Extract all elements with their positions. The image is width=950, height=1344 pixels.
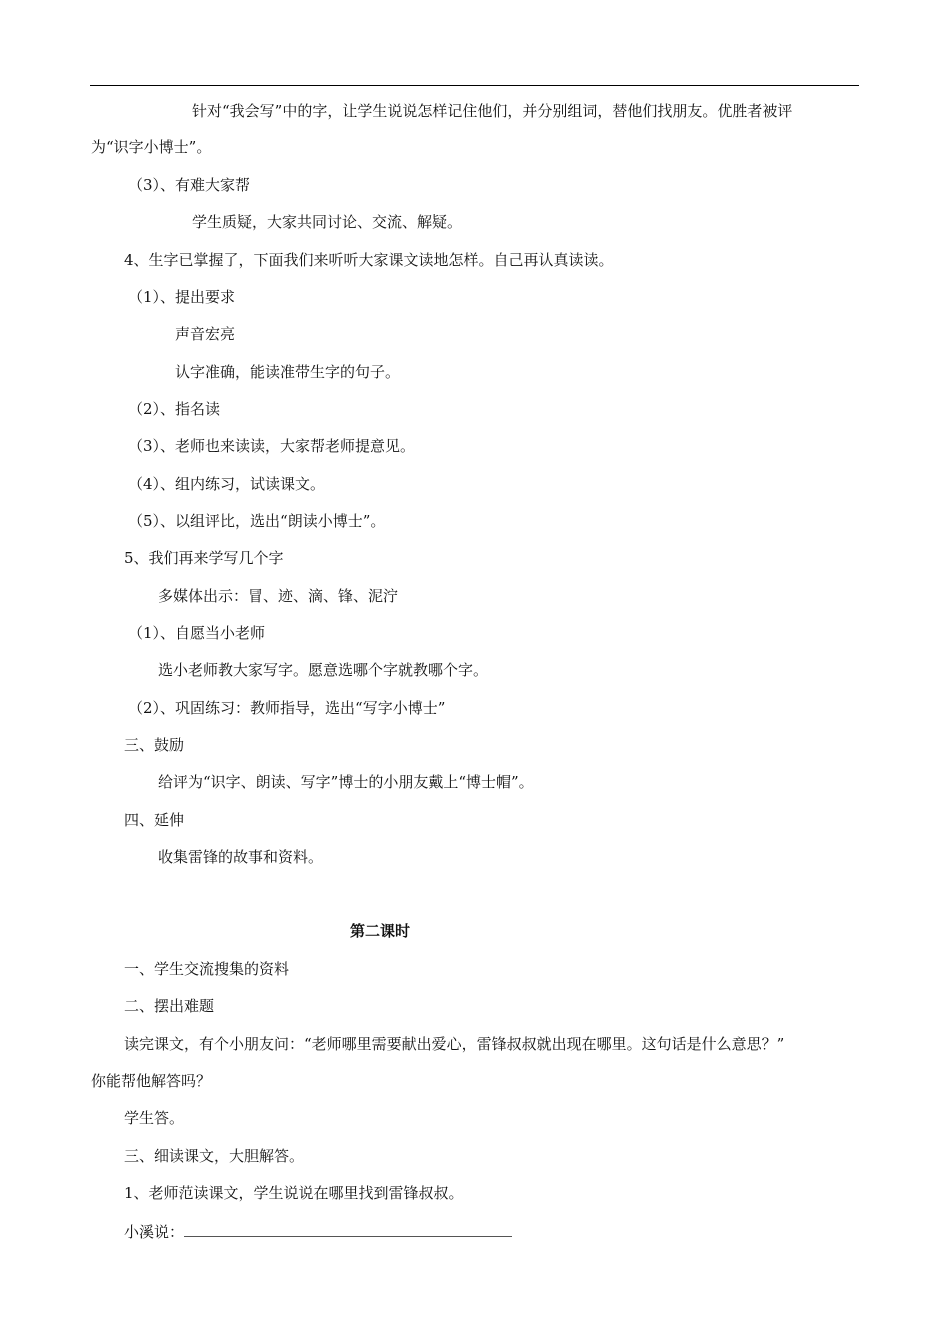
text-line: （5）、以组评比，选出“朗读小博士”。 — [128, 512, 386, 530]
text-line: 多媒体出示：冒、迹、滴、锋、泥泞 — [158, 587, 399, 605]
text-line: （2）、巩固练习：教师指导，选出“写字小博士” — [128, 699, 446, 717]
text-line: 为“识字小博士”。 — [91, 138, 212, 156]
answer-label: 小溪说： — [124, 1223, 185, 1241]
text-line: 4、生字已掌握了，下面我们来听听大家课文读地怎样。自己再认真读读。 — [124, 251, 614, 269]
text-line: 针对“我会写”中的字，让学生说说怎样记住他们，并分别组词，替他们找朋友。优胜者被评 — [192, 102, 793, 120]
text-line: 学生质疑，大家共同讨论、交流、解疑。 — [192, 213, 463, 231]
header-rule — [90, 85, 859, 86]
text-line: 1、老师范读课文，学生说说在哪里找到雷锋叔叔。 — [124, 1184, 464, 1202]
answer-blank — [184, 1220, 512, 1237]
text-line: 三、鼓励 — [124, 736, 185, 754]
text-line: 读完课文，有个小朋友问：“老师哪里需要献出爱心，雷锋叔叔就出现在哪里。这句话是什么意思？” — [124, 1035, 785, 1053]
text-line: 三、细读课文，大胆解答。 — [124, 1147, 305, 1165]
text-line: （4）、组内练习，试读课文。 — [128, 475, 326, 493]
text-line: （2）、指名读 — [128, 400, 221, 418]
text-line: （1）、自愿当小老师 — [128, 624, 266, 642]
text-line: 一、学生交流搜集的资料 — [124, 960, 290, 978]
text-line: 学生答。 — [124, 1109, 185, 1127]
text-line: 5、我们再来学写几个字 — [124, 549, 284, 567]
text-line: （3）、老师也来读读，大家帮老师提意见。 — [128, 437, 416, 455]
text-line: 给评为“识字、朗读、写字”博士的小朋友戴上“博士帽”。 — [158, 773, 534, 791]
text-line: 选小老师教大家写字。愿意选哪个字就教哪个字。 — [158, 661, 489, 679]
text-line: 认字准确，能读准带生字的句子。 — [175, 363, 401, 381]
text-line: 二、摆出难题 — [124, 997, 215, 1015]
text-line: 收集雷锋的故事和资料。 — [158, 848, 324, 866]
text-line: 声音宏亮 — [175, 325, 236, 343]
text-line: 四、延伸 — [124, 811, 185, 829]
answer-line — [124, 1220, 512, 1242]
section-heading: 第二课时 — [350, 922, 411, 940]
text-line: 你能帮他解答吗？ — [91, 1072, 212, 1090]
text-line: （3）、有难大家帮 — [128, 176, 251, 194]
text-line: （1）、提出要求 — [128, 288, 236, 306]
